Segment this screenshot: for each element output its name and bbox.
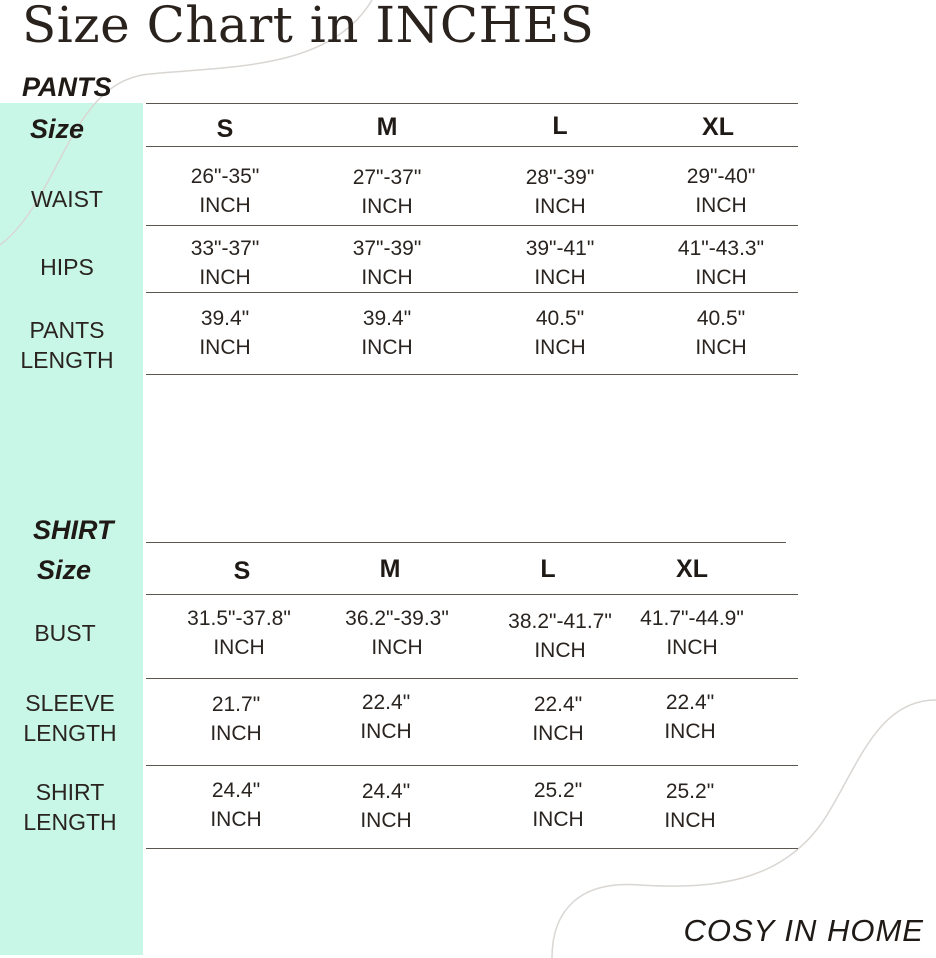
shirt-size-header: Size [37,555,92,585]
pants-length-s: 39.4" INCH [199,307,251,359]
shirt-rule-header [146,594,798,595]
pants-row-waist-label: WAIST [31,186,103,212]
pants-size-header: Size [30,114,85,144]
pants-rule-header [146,146,798,147]
shirt-sleeve-xl: 22.4" INCH [664,691,716,743]
pants-length-xl: 40.5" INCH [695,307,747,359]
pants-rule-top [146,103,798,104]
shirt-rule-1 [146,678,798,679]
pants-col-m: M [376,113,398,141]
shirt-rule-2 [146,765,798,766]
pants-length-m: 39.4" INCH [361,307,413,359]
pants-col-s: S [216,115,234,143]
shirt-bust-xl: 41.7"-44.9" INCH [640,607,744,659]
pants-row-hips-label: HIPS [40,254,94,280]
pants-rule-1 [146,225,798,226]
shirt-length-l: 25.2" INCH [532,779,584,831]
pants-waist-xl: 29"-40" INCH [686,165,756,217]
shirt-col-m: M [379,555,401,583]
shirt-bust-s: 31.5"-37.8" INCH [187,607,291,659]
shirt-length-s: 24.4" INCH [210,779,262,831]
pants-hips-l: 39"-41" INCH [525,237,595,289]
pants-rule-2 [146,292,798,293]
pants-waist-m: 27"-37" INCH [352,166,422,218]
shirt-sleeve-m: 22.4" INCH [360,691,412,743]
shirt-length-label-text: SHIRT LENGTH [23,779,117,835]
pants-row-length-label [0,315,137,375]
brand-logo-text: COSY IN HOME [683,913,924,948]
pants-section-label: PANTS [22,72,112,102]
shirt-rule-bottom [146,848,798,849]
pants-rule-bottom [146,374,798,375]
shirt-col-l: L [540,555,556,583]
pants-length-l: 40.5" INCH [534,307,586,359]
shirt-col-xl: XL [676,555,708,583]
shirt-length-xl: 25.2" INCH [664,780,716,832]
pants-length-label-text: PANTS LENGTH [20,317,114,373]
shirt-bust-m: 36.2"-39.3" INCH [345,607,449,659]
shirt-sleeve-l: 22.4" INCH [532,693,584,745]
shirt-row-bust-label: BUST [34,620,96,646]
shirt-row-sleeve-label [0,688,140,748]
shirt-sleeve-s: 21.7" INCH [210,693,262,745]
shirt-rule-top [146,542,786,543]
shirt-bust-l: 38.2"-41.7" INCH [508,610,612,662]
shirt-row-length-label [0,777,140,837]
shirt-section-label: SHIRT [33,515,114,545]
pants-waist-l: 28"-39" INCH [525,166,595,218]
page-title: Size Chart in INCHES [22,0,595,54]
pants-col-xl: XL [702,113,734,141]
shirt-length-m: 24.4" INCH [360,780,412,832]
pants-hips-s: 33"-37" INCH [190,237,260,289]
shirt-col-s: S [233,557,251,585]
pants-col-l: L [552,112,568,140]
pants-hips-m: 37"-39" INCH [352,237,422,289]
pants-hips-xl: 41"-43.3" INCH [677,237,765,289]
shirt-sleeve-label-text: SLEEVE LENGTH [23,690,117,746]
pants-waist-s: 26"-35" INCH [190,165,260,217]
